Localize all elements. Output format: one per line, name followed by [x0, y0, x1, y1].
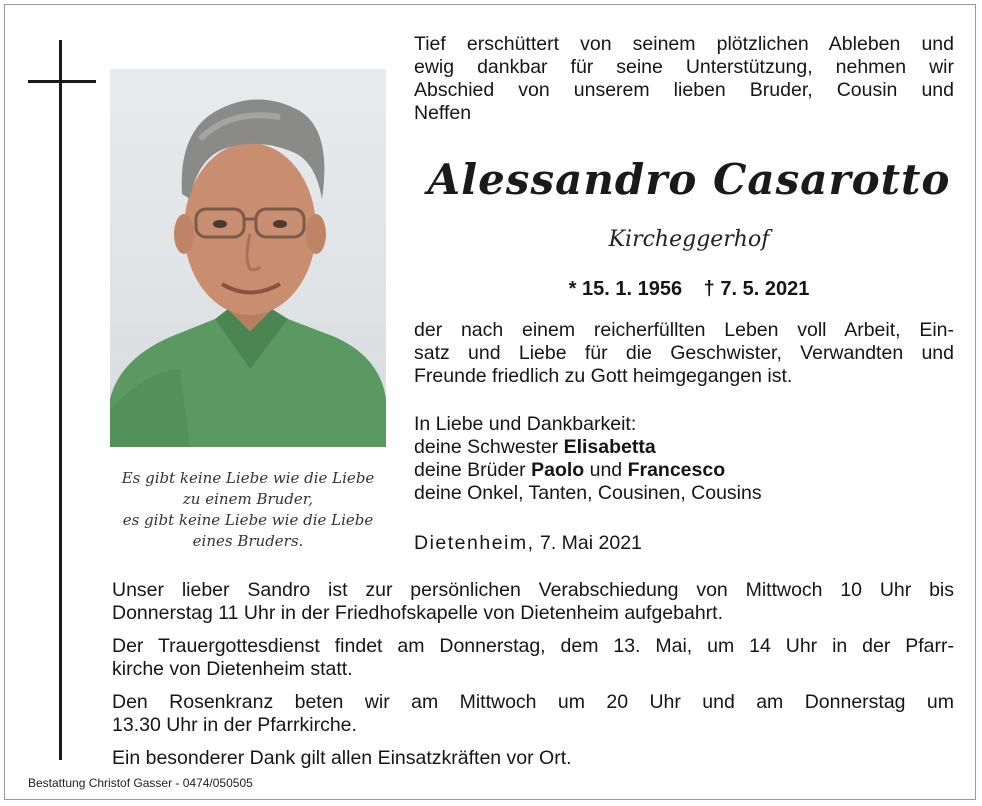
family-brothers: [414, 459, 954, 482]
portrait-illustration: [110, 69, 386, 447]
intro-line: Neffen: [414, 102, 472, 124]
quote-line: Es gibt keine Liebe wie die Liebe: [121, 469, 375, 487]
notice-line: Ein besonderer Dank gilt allen Einsatzkräften vor Ort.: [112, 747, 572, 769]
notice-date: 7. Mai 2021: [539, 532, 642, 554]
notice-line: 13.30 Uhr in der Pfarrkirche.: [112, 714, 357, 736]
notice-funeral: [112, 635, 954, 681]
sister-name: Elisabetta: [563, 436, 656, 458]
notice-line: Der Trauergottesdienst findet am Donnerstag, dem 13. Mai, um 14 Uhr in der Pfarr-: [112, 635, 954, 657]
birth-date: * 15. 1. 1956: [568, 278, 683, 300]
funeral-home-credit: Bestattung Christof Gasser - 0474/050505: [28, 776, 253, 790]
intro-line: Abschied von unserem lieben Bruder, Cousin und: [414, 79, 954, 101]
memorial-quote: [110, 468, 386, 552]
death-date: † 7. 5. 2021: [703, 278, 810, 300]
portrait-photo: [110, 69, 386, 447]
and-word: und: [589, 459, 623, 481]
cross-icon: [59, 40, 62, 760]
intro-line: ewig dankbar für seine Unterstützung, nehmen wir: [414, 56, 954, 78]
notice-line: kirche von Dietenheim statt.: [112, 658, 353, 680]
family-relatives: deine Onkel, Tanten, Cousinen, Cousins: [414, 482, 762, 504]
notice-rosary: [112, 691, 954, 737]
intro-line: Tief erschüttert von seinem plötzlichen Ableben und: [414, 33, 954, 55]
cross-icon-bar: [28, 80, 96, 83]
intro-paragraph: [414, 33, 954, 125]
notice-viewing: [112, 579, 954, 625]
farm-name: Kircheggerhof: [608, 227, 770, 252]
deceased-name: Alessandro Casarotto: [427, 155, 951, 204]
life-line: der nach einem reicherfüllten Leben voll Arbeit, Ein-: [414, 319, 954, 341]
brother-name: Paolo: [531, 459, 585, 481]
notice-line: Den Rosenkranz beten wir am Mittwoch um 20 Uhr und am Donnerstag um: [112, 691, 954, 713]
life-line: satz und Liebe für die Geschwister, Verwandten und: [414, 342, 954, 364]
life-paragraph: [414, 319, 954, 388]
brothers-prefix: deine Brüder: [414, 459, 526, 481]
family-heading: In Liebe und Dankbarkeit:: [414, 413, 637, 435]
place-name: Dietenheim,: [414, 532, 535, 554]
life-dates: [414, 276, 964, 302]
life-line: Freunde friedlich zu Gott heimgegangen ist.: [414, 365, 793, 387]
brother-name: Francesco: [627, 459, 726, 481]
family-sister: [414, 436, 954, 459]
notice-line: Donnerstag 11 Uhr in der Friedhofskapelle von Dietenheim aufgebahrt.: [112, 602, 723, 624]
sister-prefix: deine Schwester: [414, 436, 559, 458]
quote-line: eines Bruders.: [192, 532, 304, 550]
notice-line: Unser lieber Sandro ist zur persönlichen Verabschiedung von Mittwoch 10 Uhr bis: [112, 579, 954, 601]
quote-line: es gibt keine Liebe wie die Liebe: [122, 511, 374, 529]
place-date: [414, 530, 642, 556]
family-list: [414, 413, 954, 505]
notice-thanks: [112, 747, 954, 770]
quote-line: zu einem Bruder,: [182, 490, 314, 508]
